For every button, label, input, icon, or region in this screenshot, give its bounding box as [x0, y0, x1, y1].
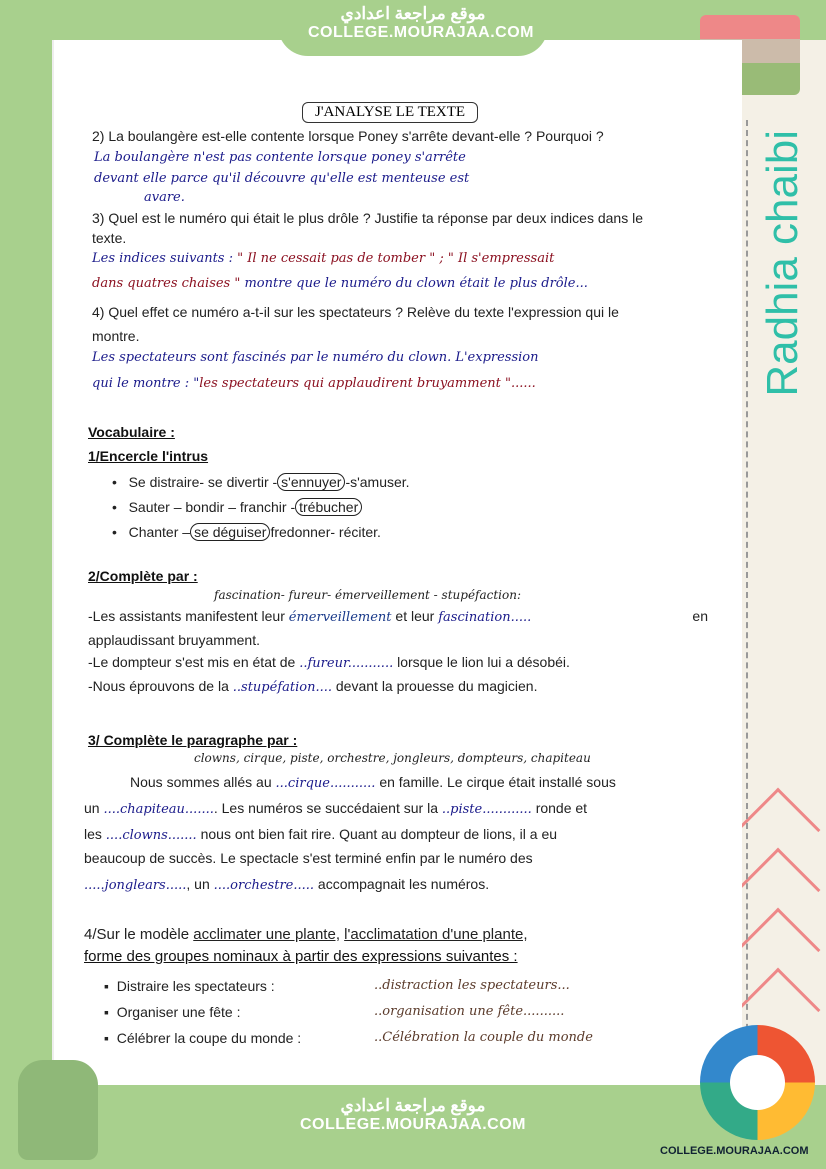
exercise-2-sentence: -Le dompteur s'est mis en état de ..fureur........... lorsque le lion lui a désobéi.	[88, 654, 570, 671]
header-arabic-title: موقع مراجعة اعدادي	[340, 4, 486, 23]
vocabulary-heading: Vocabulaire :	[88, 424, 175, 440]
paragraph-line: .....jonglears....., un ....orchestre..... accompagnait les numéros.	[84, 876, 490, 893]
q4-question: 4) Quel effet ce numéro a-t-il sur les spectateurs ? Relève du texte l'expression qui le	[92, 304, 619, 320]
header-site-link[interactable]: COLLEGE.MOURAJAA.COM	[308, 24, 534, 41]
paragraph-line: Nous sommes allés au ...cirque........... en famille. Le cirque était installé sous	[130, 774, 616, 791]
q4-answer: Les spectateurs sont fascinés par le numéro du clown. L'expression	[92, 350, 539, 365]
q2-question: 2) La boulangère est-elle contente lorsque Poney s'arrête devant-elle ? Pourquoi ?	[92, 128, 604, 144]
expression-item: ▪ Organiser une fête :	[104, 1004, 241, 1020]
worksheet-page	[52, 40, 742, 1085]
paragraph-line: un ....chapiteau........ Les numéros se succédaient sur la ..piste............ ronde et	[84, 800, 588, 817]
q2-answer: La boulangère n'est pas contente lorsque poney s'arrête	[94, 150, 466, 165]
exercise-4-title: 4/Sur le modèle acclimater une plante, l'acclimatation d'une plante,	[84, 926, 528, 943]
expression-answer: ..Célébration la couple du monde	[374, 1030, 593, 1045]
word-bank: fascination- fureur- émerveillement - stupéfaction:	[214, 588, 522, 602]
q3-question: texte.	[92, 230, 127, 246]
q4-question: montre.	[92, 328, 140, 344]
watermark: Radhia chaibi	[758, 130, 807, 397]
intrus-item: • Se distraire- se divertir - s'ennuyer -s'amuser.	[112, 474, 410, 490]
exercise-1-title: 1/Encercle l'intrus	[88, 448, 209, 464]
q2-answer: avare.	[144, 190, 185, 205]
word-bank: clowns, cirque, piste, orchestre, jongleurs, dompteurs, chapiteau	[194, 751, 591, 765]
exercise-3-title: 3/ Complète le paragraphe par :	[88, 732, 298, 748]
paragraph-line: les ....clowns....... nous ont bien fait rire. Quant au dompteur de lions, il a eu	[84, 826, 558, 843]
footer-banner	[268, 1090, 558, 1150]
footer-site-link[interactable]: COLLEGE.MOURAJAA.COM	[300, 1116, 526, 1133]
intrus-item: • Chanter – se déguiser fredonner- réciter.	[112, 524, 381, 540]
section-title: J'ANALYSE LE TEXTE	[302, 102, 478, 123]
expression-answer: ..distraction les spectateurs...	[374, 978, 570, 993]
page-edge-border	[744, 120, 748, 1050]
header-banner	[278, 0, 548, 56]
logo-site-text[interactable]: COLLEGE.MOURAJAA.COM	[660, 1145, 809, 1157]
footer-arabic-title: موقع مراجعة اعدادي	[340, 1096, 486, 1115]
intrus-item: • Sauter – bondir – franchir - trébucher	[112, 499, 362, 515]
site-logo-icon	[700, 1025, 815, 1140]
q2-answer: devant elle parce qu'il découvre qu'elle est menteuse est	[94, 171, 470, 186]
q3-question: 3) Quel est le numéro qui était le plus drôle ? Justifie ta réponse par deux indices dans le	[92, 210, 643, 226]
exercise-2-sentence: -Les assistants manifestent leur émerveillement et leur fascination..... en	[88, 608, 708, 625]
exercise-4-title: forme des groupes nominaux à partir des expressions suivantes :	[84, 948, 518, 965]
exercise-2-sentence: -Nous éprouvons de la ..stupéfation.... devant la prouesse du magicien.	[88, 678, 538, 695]
q3-answer: dans quatres chaises " montre que le numéro du clown était le plus drôle...	[92, 276, 588, 291]
q4-answer: qui le montre : "les spectateurs qui applaudirent bruyamment "......	[92, 376, 536, 391]
exercise-2-sentence: applaudissant bruyamment.	[88, 632, 260, 648]
expression-item: ▪ Célébrer la coupe du monde :	[104, 1030, 302, 1046]
q3-answer: Les indices suivants : " Il ne cessait pas de tomber " ; " Il s'empressait	[92, 251, 555, 266]
expression-answer: ..organisation une fête..........	[374, 1004, 565, 1019]
backpack-icon	[18, 1060, 98, 1160]
exercise-2-title: 2/Complète par :	[88, 568, 198, 584]
paragraph-line: beaucoup de succès. Le spectacle s'est terminé enfin par le numéro des	[84, 850, 533, 866]
expression-item: ▪ Distraire les spectateurs :	[104, 978, 275, 994]
